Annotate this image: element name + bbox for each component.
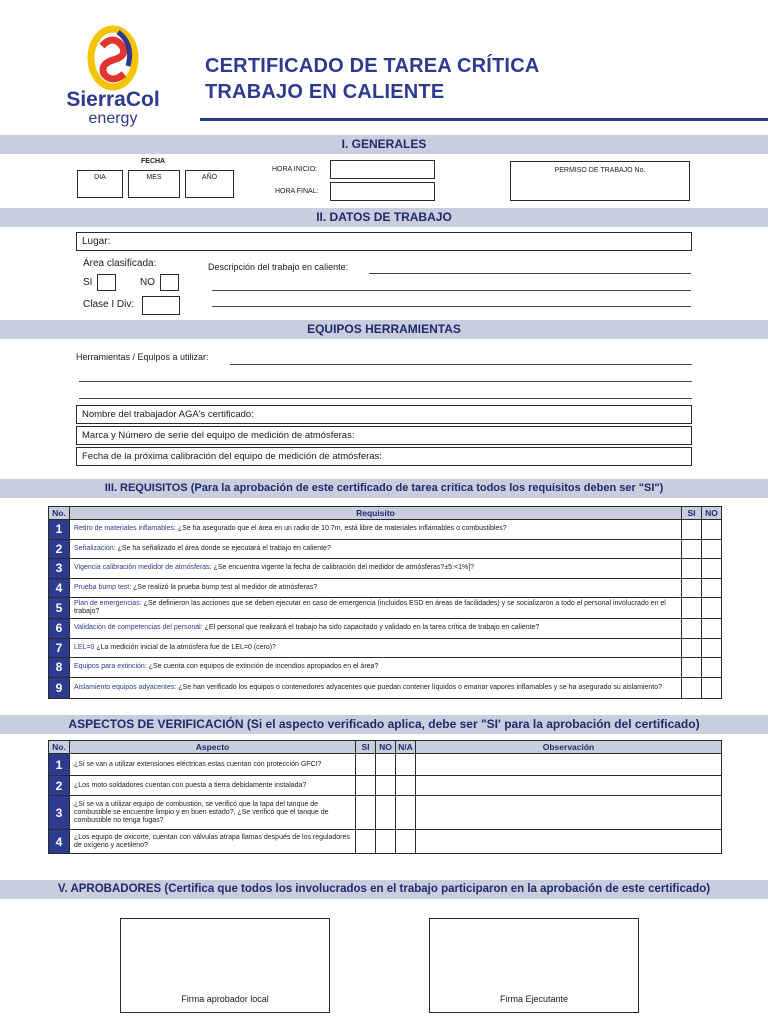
area-si-label: SI bbox=[83, 277, 93, 288]
firma-ejecutante-label: Firma Ejecutante bbox=[499, 994, 569, 1004]
requisito-si-checkbox[interactable] bbox=[682, 658, 702, 678]
verificacion-no-checkbox[interactable] bbox=[376, 796, 396, 830]
requisito-text bbox=[70, 598, 682, 619]
requisito-si-checkbox[interactable] bbox=[682, 619, 702, 639]
fecha-calibracion-label: Fecha de la próxima calibración del equipo de medición de atmósferas: bbox=[82, 451, 382, 462]
hora-final-field[interactable] bbox=[330, 182, 435, 201]
section-equipos: EQUIPOS HERRAMIENTAS bbox=[0, 320, 768, 339]
ano-label: AÑO bbox=[201, 174, 218, 181]
verificacion-text: ¿Los equipo de oxicorte, cuentan con válvulas atrapa llamas después de los reguladores de oxígeno y acetileno? bbox=[70, 830, 356, 854]
descripcion-line-2[interactable] bbox=[212, 290, 691, 291]
descripcion-line-1[interactable] bbox=[369, 273, 691, 274]
verificacion-si-checkbox[interactable] bbox=[356, 796, 376, 830]
verificacion-na-checkbox[interactable] bbox=[396, 830, 416, 854]
area-clasificada-label: Área clasificada: bbox=[83, 258, 157, 269]
herramientas-line-1[interactable] bbox=[230, 364, 692, 365]
requisito-number: 1 bbox=[49, 520, 70, 540]
requisito-text bbox=[70, 559, 682, 579]
permiso-label: PERMISO DE TRABAJO No. bbox=[554, 167, 646, 174]
requisito-highlight: Validación de competencias del personal: bbox=[74, 624, 203, 632]
descripcion-label: Descripción del trabajo en caliente: bbox=[208, 262, 349, 272]
verificacion-si-checkbox[interactable] bbox=[356, 830, 376, 854]
requisito-question: ¿Se ha asegurado que el área en un radio de 10.7m, está libre de materiales inflamables o combustibles? bbox=[175, 525, 507, 533]
requisitos-table bbox=[48, 506, 722, 699]
requisito-no-checkbox[interactable] bbox=[702, 578, 722, 598]
logo-name: SierraCol bbox=[66, 88, 160, 111]
requisito-row bbox=[49, 658, 722, 678]
requisito-text bbox=[70, 619, 682, 639]
requisito-no-checkbox[interactable] bbox=[702, 677, 722, 698]
requisito-highlight: Aislamiento equipos adyacentes: bbox=[74, 683, 177, 691]
requisito-row bbox=[49, 598, 722, 619]
logo-mark-icon bbox=[58, 24, 168, 94]
herramientas-label: Herramientas / Equipos a utilizar: bbox=[76, 352, 209, 362]
verificacion-row bbox=[49, 754, 722, 776]
verificacion-no-checkbox[interactable] bbox=[376, 754, 396, 776]
requisito-number: 3 bbox=[49, 559, 70, 579]
section-requisitos: III. REQUISITOS (Para la aprobación de este certificado de tarea critica todos los requisitos deben ser "SI") bbox=[0, 479, 768, 498]
requisito-highlight: Vigencia calibración medidor de atmósferas: bbox=[74, 564, 212, 572]
requisito-text bbox=[70, 578, 682, 598]
verificacion-number: 1 bbox=[49, 754, 70, 776]
mes-label: MES bbox=[146, 174, 162, 181]
requisito-number: 2 bbox=[49, 539, 70, 559]
requisito-number: 6 bbox=[49, 619, 70, 639]
col-no-check: NO bbox=[376, 741, 396, 754]
requisito-text bbox=[70, 638, 682, 658]
requisito-question: ¿El personal que realizará el trabajo ha sido capacitado y validado en la tarea crítica de trabajo en caliente? bbox=[202, 624, 540, 632]
requisito-no-checkbox[interactable] bbox=[702, 559, 722, 579]
col-aspecto: Aspecto bbox=[70, 741, 356, 754]
requisito-no-checkbox[interactable] bbox=[702, 619, 722, 639]
ano-field[interactable] bbox=[185, 170, 234, 198]
verificacion-table bbox=[48, 740, 722, 854]
verificacion-text: ¿Si se va a utilizar equipo de combustión, se verificó que la tapa del tanque de combustible se encuentre limpio y en buen estado?, ¿Se verificó que el tanque de combustible no tenga fugas? bbox=[70, 796, 356, 830]
verificacion-row bbox=[49, 830, 722, 854]
verificacion-observacion-field[interactable] bbox=[416, 754, 722, 776]
fecha-calibracion-field[interactable] bbox=[76, 447, 692, 466]
col-si: SI bbox=[682, 507, 702, 520]
requisito-row bbox=[49, 559, 722, 579]
col-requisito: Requisito bbox=[70, 507, 682, 520]
requisito-si-checkbox[interactable] bbox=[682, 598, 702, 619]
verificacion-si-checkbox[interactable] bbox=[356, 776, 376, 796]
col-na: N/A bbox=[396, 741, 416, 754]
nombre-aga-label: Nombre del trabajador AGA's certificado: bbox=[82, 409, 254, 420]
requisito-question: ¿Se han verificado los equipos o contenedores adyacentes que puedan contener líquidos o emanar vapores inflamables y se ha asegurado su aislamiento? bbox=[176, 683, 662, 691]
verificacion-observacion-field[interactable] bbox=[416, 796, 722, 830]
page-title-line1: CERTIFICADO DE TAREA CRÍTICA bbox=[205, 55, 540, 77]
requisito-highlight: Retiro de materiales inflamables: bbox=[74, 525, 176, 533]
requisito-text bbox=[70, 520, 682, 540]
verificacion-no-checkbox[interactable] bbox=[376, 830, 396, 854]
verificacion-header-row bbox=[49, 741, 722, 754]
requisito-question: ¿Se definieron las acciones que se deben ejecutar en caso de emergencia (incluidos ESD en áreas de facilidades) y se socializaron a todo el personal involucrado en el trabajo? bbox=[74, 600, 666, 615]
hora-inicio-label: HORA INICIO: bbox=[272, 166, 318, 173]
verificacion-text: ¿Si se van a utilizar extensiones eléctricas estas cuentan con protección GFCI? bbox=[70, 754, 356, 776]
requisito-question: ¿Se ha señalizado el área donde se ejecutará el trabajo en caliente? bbox=[115, 544, 331, 552]
requisito-question: ¿Se cuenta con equipos de extinción de incendios apropiados en el área? bbox=[146, 663, 379, 671]
requisito-question: ¿Se realizó la prueba bump test al medidor de atmósferas? bbox=[131, 583, 318, 591]
requisito-si-checkbox[interactable] bbox=[682, 520, 702, 540]
lugar-field[interactable] bbox=[76, 232, 692, 251]
requisito-highlight: Señalización: bbox=[74, 544, 116, 552]
permiso-field[interactable] bbox=[510, 161, 690, 201]
requisito-number: 9 bbox=[49, 677, 70, 698]
requisito-no-checkbox[interactable] bbox=[702, 598, 722, 619]
descripcion-line-3[interactable] bbox=[212, 306, 691, 307]
col-no: No. bbox=[49, 741, 70, 754]
col-no-check: NO bbox=[702, 507, 722, 520]
requisito-text bbox=[70, 539, 682, 559]
firma-aprobador-local-box[interactable] bbox=[120, 918, 330, 1013]
verificacion-observacion-field[interactable] bbox=[416, 776, 722, 796]
col-si: SI bbox=[356, 741, 376, 754]
section-verificacion: ASPECTOS DE VERIFICACIÓN (Si el aspecto verificado aplica, debe ser "SI' para la aprobación del certificado) bbox=[0, 715, 768, 734]
herramientas-line-3[interactable] bbox=[79, 398, 692, 399]
verificacion-row bbox=[49, 796, 722, 830]
requisito-highlight: Equipos para extinción: bbox=[74, 663, 147, 671]
verificacion-number: 3 bbox=[49, 796, 70, 830]
requisito-no-checkbox[interactable] bbox=[702, 638, 722, 658]
marca-serie-field[interactable] bbox=[76, 426, 692, 445]
col-observacion: Observación bbox=[416, 741, 722, 754]
company-logo bbox=[58, 24, 168, 128]
requisito-row bbox=[49, 619, 722, 639]
requisito-no-checkbox[interactable] bbox=[702, 658, 722, 678]
requisito-text bbox=[70, 677, 682, 698]
mes-field[interactable] bbox=[128, 170, 180, 198]
area-no-checkbox[interactable] bbox=[160, 274, 179, 291]
logo-subtitle: energy bbox=[88, 110, 138, 127]
requisitos-header-row bbox=[49, 507, 722, 520]
verificacion-number: 4 bbox=[49, 830, 70, 854]
requisito-si-checkbox[interactable] bbox=[682, 677, 702, 698]
requisito-row bbox=[49, 539, 722, 559]
nombre-aga-field[interactable] bbox=[76, 405, 692, 424]
requisito-number: 8 bbox=[49, 658, 70, 678]
requisito-row bbox=[49, 677, 722, 698]
requisito-si-checkbox[interactable] bbox=[682, 559, 702, 579]
requisito-question: ¿Se encuentra vigente la fecha de calibración del medidor de atmósferas?±5:<1%]? bbox=[211, 564, 475, 572]
requisito-number: 7 bbox=[49, 638, 70, 658]
requisito-number: 4 bbox=[49, 578, 70, 598]
requisito-question: ¿La medición inicial de la atmósfera fue de LEL=0 (cero)? bbox=[94, 643, 276, 651]
clase-field[interactable] bbox=[142, 296, 180, 315]
requisito-highlight: Plan de emergencias: bbox=[74, 600, 142, 607]
requisito-si-checkbox[interactable] bbox=[682, 578, 702, 598]
page-title-line2: TRABAJO EN CALIENTE bbox=[205, 81, 445, 103]
requisito-row bbox=[49, 578, 722, 598]
requisito-si-checkbox[interactable] bbox=[682, 539, 702, 559]
area-no-label: NO bbox=[140, 277, 155, 288]
dia-label: DIA bbox=[94, 174, 106, 181]
requisito-text bbox=[70, 658, 682, 678]
firma-ejecutante-box[interactable] bbox=[429, 918, 639, 1013]
verificacion-text: ¿Los moto soldadores cuentan con puesta a tierra debidamente instalada? bbox=[70, 776, 356, 796]
verificacion-na-checkbox[interactable] bbox=[396, 796, 416, 830]
hora-inicio-field[interactable] bbox=[330, 160, 435, 179]
requisito-highlight: LEL=0 bbox=[74, 643, 95, 651]
requisito-row bbox=[49, 520, 722, 540]
verificacion-observacion-field[interactable] bbox=[416, 830, 722, 854]
verificacion-row bbox=[49, 776, 722, 796]
verificacion-na-checkbox[interactable] bbox=[396, 776, 416, 796]
marca-serie-label: Marca y Número de serie del equipo de medición de atmósferas: bbox=[82, 430, 355, 441]
requisito-row bbox=[49, 638, 722, 658]
fecha-label: FECHA bbox=[141, 158, 166, 165]
requisito-no-checkbox[interactable] bbox=[702, 520, 722, 540]
section-datos-trabajo: II. DATOS DE TRABAJO bbox=[0, 208, 768, 227]
requisito-no-checkbox[interactable] bbox=[702, 539, 722, 559]
verificacion-si-checkbox[interactable] bbox=[356, 754, 376, 776]
section-aprobadores: V. APROBADORES (Certifica que todos los involucrados en el trabajo participaron en la aprobación de este certificado) bbox=[0, 880, 768, 899]
firma-aprobador-local-label: Firma aprobador local bbox=[181, 994, 269, 1004]
clase-label: Clase I Div: bbox=[83, 299, 135, 310]
requisito-si-checkbox[interactable] bbox=[682, 638, 702, 658]
lugar-label: Lugar: bbox=[82, 236, 111, 247]
verificacion-na-checkbox[interactable] bbox=[396, 754, 416, 776]
requisito-number: 5 bbox=[49, 598, 70, 619]
hora-final-label: HORA FINAL: bbox=[275, 188, 319, 195]
requisito-highlight: Prueba bump test: bbox=[74, 583, 132, 591]
section-generales: I. GENERALES bbox=[0, 135, 768, 154]
herramientas-line-2[interactable] bbox=[79, 381, 692, 382]
dia-field[interactable] bbox=[77, 170, 123, 198]
verificacion-number: 2 bbox=[49, 776, 70, 796]
title-underline bbox=[200, 118, 768, 121]
verificacion-no-checkbox[interactable] bbox=[376, 776, 396, 796]
area-si-checkbox[interactable] bbox=[97, 274, 116, 291]
col-no: No. bbox=[49, 507, 70, 520]
